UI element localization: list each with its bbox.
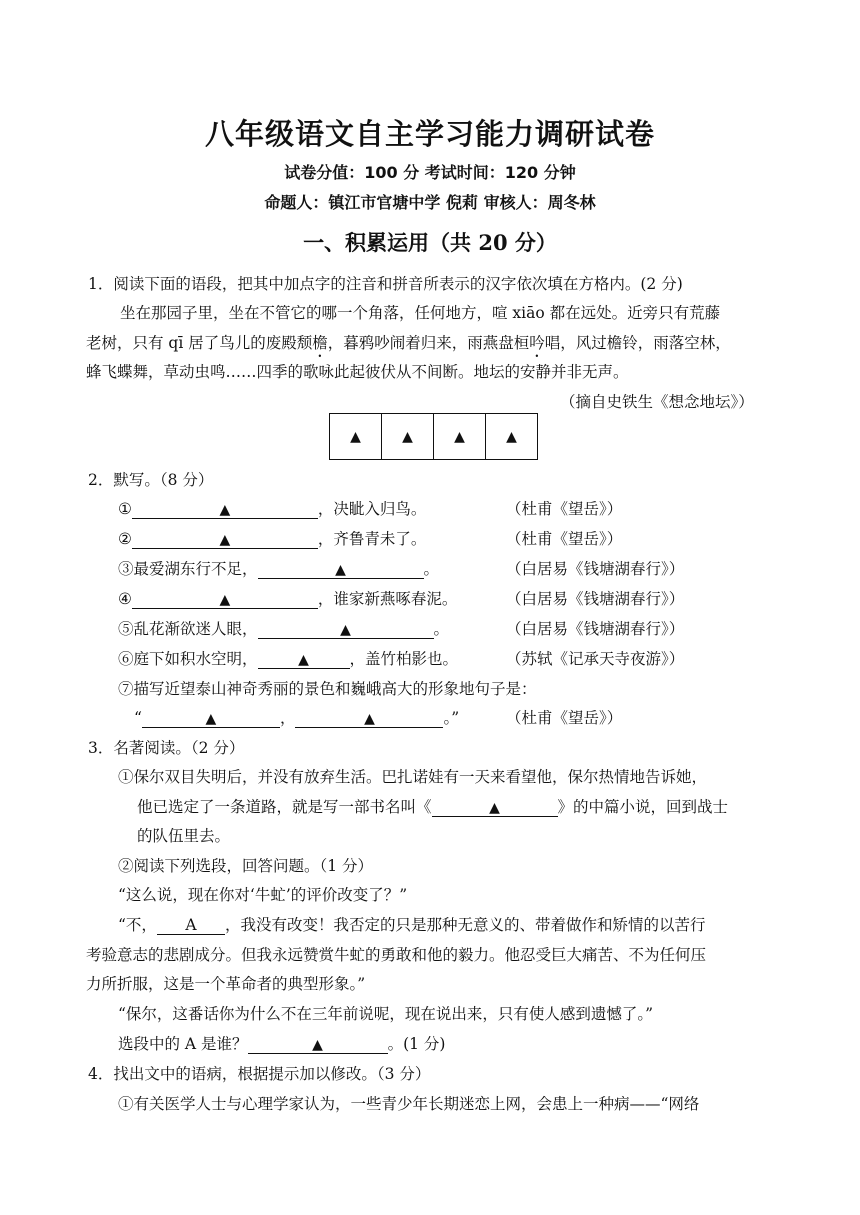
dictation-line-6: ⑥庭下如积水空明， ▲ ，盖竹柏影也。 [118,650,459,668]
answer-blank[interactable]: ▲ [142,709,280,728]
q1-passage-line2: 老树，只有 qī 居了鸟儿的废殿颓檐，暮鸦吵闹着归来，雨燕盘桓吟唱，风过檐铃，雨落空林， [86,334,731,352]
answer-box[interactable]: ▲ [434,414,486,459]
dictation-line-2: ② ▲ ，齐鲁青未了。 [118,530,427,548]
exam-authors: 命题人：镇江市官塘中学 倪莉 审核人：周冬林 [264,193,596,212]
dictation-source-5: （白居易《钱塘湖春行》） [506,620,685,638]
q3-dialogue-4: 力所折服，这是一个革命者的典型形象。” [86,975,366,993]
answer-box[interactable]: ▲ [382,414,434,459]
dictation-line-3: ③最爱湖东行不足， ▲ 。 [118,560,440,578]
dictation-line-4: ④ ▲ ，谁家新燕啄春泥。 [118,590,458,608]
q3-dialogue-2: “不， A ，我没有改变！我否定的只是那种无意义的、带着做作和矫情的以苦行 [118,916,706,934]
q1-stem: 1．阅读下面的语段，把其中加点字的注音和拼音所表示的汉字依次填在方格内。(2 分) [88,275,683,293]
exam-title: 八年级语文自主学习能力调研试卷 [204,117,655,151]
exam-score-time: 试卷分值：100 分 考试时间：120 分钟 [284,163,576,182]
answer-blank[interactable]: ▲ [432,798,558,817]
dictation-line-5: ⑤乱花渐欲迷人眼， ▲ 。 [118,620,450,638]
q3-dialogue-3: 考验意志的悲剧成分。但我永远赞赏牛虻的勇敢和他的毅力。他忍受巨大痛苦、不为任何压 [86,946,707,964]
answer-blank[interactable]: ▲ [132,500,318,519]
dictation-source-2: （杜甫《望岳》） [506,530,623,548]
dotted-char: 檐 [312,334,328,352]
dictation-source-4: （白居易《钱塘湖春行》） [506,590,685,608]
answer-blank[interactable]: ▲ [295,709,443,728]
dictation-line-7: ⑦描写近望泰山神奇秀丽的景色和巍峨高大的形象地句子是： [118,680,537,698]
answer-blank[interactable]: ▲ [132,590,318,609]
q3-para-line1: ①保尔双目失明后，并没有放弃生活。巴扎诺娃有一天来看望他，保尔热情地告诉她， [118,768,708,786]
dictation-line-7-blanks: “ ▲ ， ▲ 。” [134,709,460,727]
q3-dialogue-5: “保尔，这番话你为什么不在三年前说呢，现在说出来，只有使人感到遗憾了。” [118,1005,654,1023]
dictation-source-3: （白居易《钱塘湖春行》） [506,560,685,578]
dictation-line-1: ① ▲ ，决眦入归鸟。 [118,500,427,518]
answer-box[interactable]: ▲ [330,414,382,459]
answer-blank[interactable]: ▲ [258,620,434,639]
answer-blank[interactable]: ▲ [258,650,350,669]
q3-stem: 3．名著阅读。（2 分） [88,739,245,757]
q4-stem: 4．找出文中的语病，根据提示加以修改。（3 分） [88,1065,431,1083]
q1-source: （摘自史铁生《想念地坛》） [560,393,754,411]
section-heading: 一、积累运用（共 20 分） [303,230,557,255]
q2-stem: 2．默写。（8 分） [88,471,214,489]
answer-blank[interactable]: ▲ [132,530,318,549]
dotted-char: 吟 [529,334,545,352]
dictation-source-1: （杜甫《望岳》） [506,500,623,518]
q3-sub2: ②阅读下列选段，回答问题。（1 分） [118,857,374,875]
dictation-source-7: （杜甫《望岳》） [506,709,623,727]
q4-line1: ①有关医学人士与心理学家认为，一些青少年长期迷恋上网，会患上一种病——“网络 [118,1095,700,1113]
q3-question: 选段中的 A 是谁？ ▲ 。(1 分) [118,1035,446,1053]
answer-blank[interactable]: ▲ [248,1035,388,1054]
dictation-source-6: （苏轼《记承天寺夜游》） [506,650,685,668]
answer-boxes [329,413,538,460]
q1-passage-line1: 坐在那园子里，坐在不管它的哪一个角落，任何地方，喧 xiāo 都在远处。近旁只有荒藤 [120,304,721,322]
q3-dialogue-1: “这么说，现在你对‘牛虻’的评价改变了？” [118,886,408,904]
q3-para-line2: 他已选定了一条道路，就是写一部书名叫《 ▲ 》的中篇小说，回到战士 [137,798,729,816]
answer-box[interactable]: ▲ [506,428,517,445]
answer-blank[interactable]: ▲ [258,560,424,579]
blank-a: A [157,916,225,935]
q1-passage-line3: 蜂飞蝶舞，草动虫鸣……四季的歌咏此起彼伏从不间断。地坛的安静并非无声。 [86,363,629,381]
q3-para-line3: 的队伍里去。 [137,827,231,845]
